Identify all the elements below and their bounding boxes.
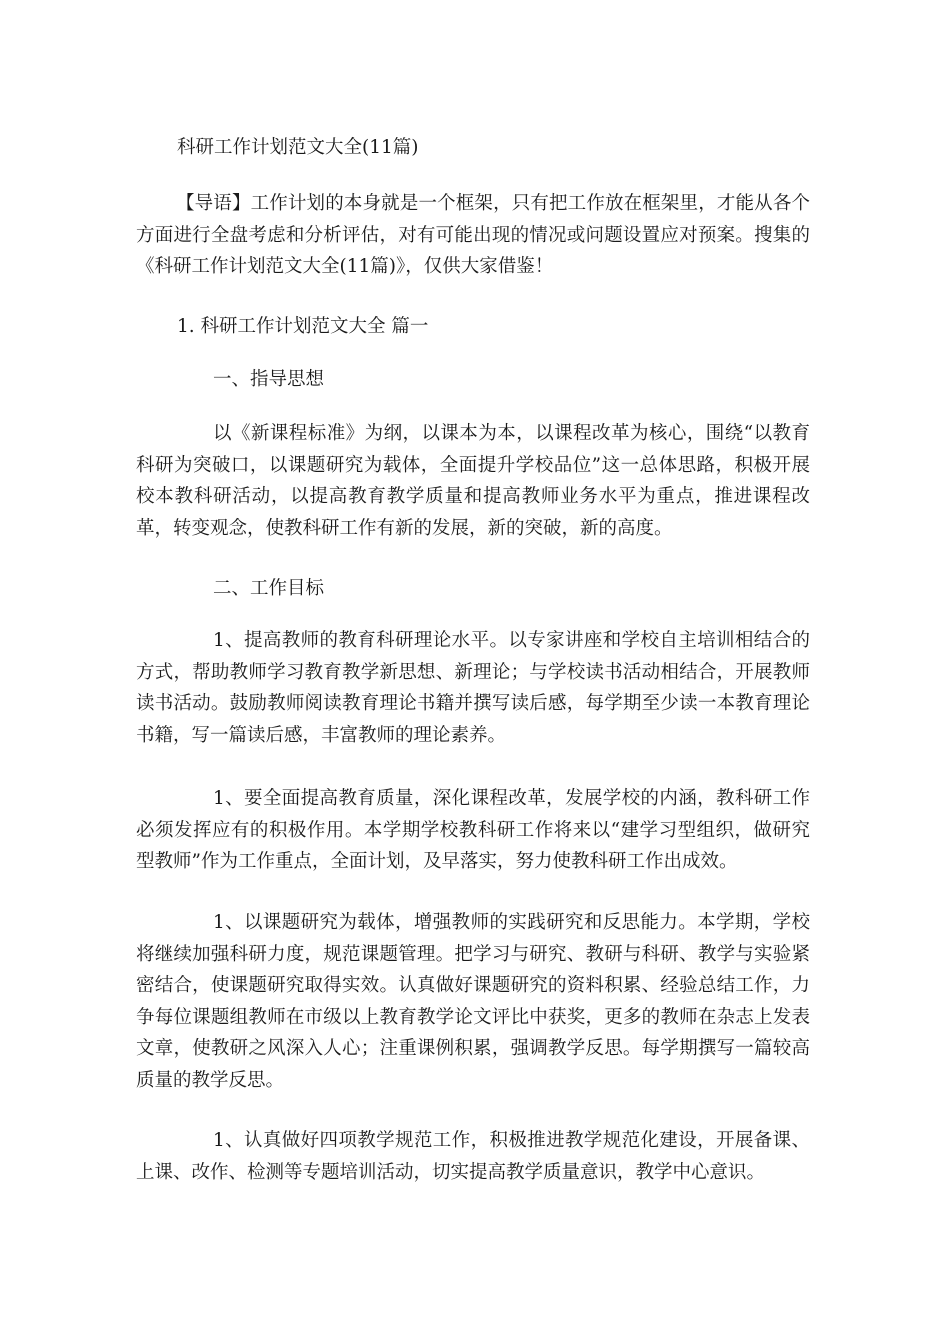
document-title: 科研工作计划范文大全(11篇) <box>177 137 419 158</box>
goal-paragraph-1: 1、提高教师的教育科研理论水平。以专家讲座和学校自主培训相结合的方式，帮助教师学习教育教学新思想、新理论；与学校读书活动相结合，开展教师读书活动。鼓励教师阅读教育理论书籍并撰写读后感，每学期至少读一本教育理论书籍，写一篇读后感，丰富教师的理论素养。 <box>136 630 810 746</box>
goal-paragraph-3: 1、以课题研究为载体，增强教师的实践研究和反思能力。本学期，学校将继续加强科研力度，规范课题管理。把学习与研究、教研与科研、教学与实验紧密结合，使课题研究取得实效。认真做好课题研究的资料积累、经验总结工作，力争每位课题组教师在市级以上教育教学论文评比中获奖，更多的教师在杂志上发表文章，使教研之风深入人心；注重课例积累，强调教学反思。每学期撰写一篇较高质量的教学反思。 <box>136 912 810 1091</box>
goal-paragraph-4: 1、认真做好四项教学规范工作，积极推进教学规范化建设，开展备课、上课、改作、检测等专题培训活动，切实提高教学质量意识，教学中心意识。 <box>136 1130 810 1183</box>
section-title: 1. 科研工作计划范文大全 篇一 <box>177 316 429 337</box>
part2-heading: 二、工作目标 <box>213 578 325 599</box>
part1-body: 以《新课程标准》为纲，以课本为本，以课程改革为核心，围绕“以教育科研为突破口，以课题研究为载体，全面提升学校品位”这一总体思路，积极开展校本教科研活动，以提高教育教学质量和提高教师业务水平为重点，推进课程改革，转变观念，使教科研工作有新的发展，新的突破，新的高度。 <box>136 423 810 539</box>
part1-heading: 一、指导思想 <box>213 369 325 390</box>
intro-paragraph: 【导语】工作计划的本身就是一个框架，只有把工作放在框架里，才能从各个方面进行全盘考虑和分析评估，对有可能出现的情况或问题设置应对预案。搜集的《科研工作计划范文大全(11篇)》，仅供大家借鉴！ <box>136 193 810 277</box>
goal-paragraph-2: 1、要全面提高教育质量，深化课程改革，发展学校的内涵，教科研工作必须发挥应有的积极作用。本学期学校教科研工作将来以“建学习型组织，做研究型教师”作为工作重点，全面计划，及早落实，努力使教科研工作出成效。 <box>136 788 810 872</box>
